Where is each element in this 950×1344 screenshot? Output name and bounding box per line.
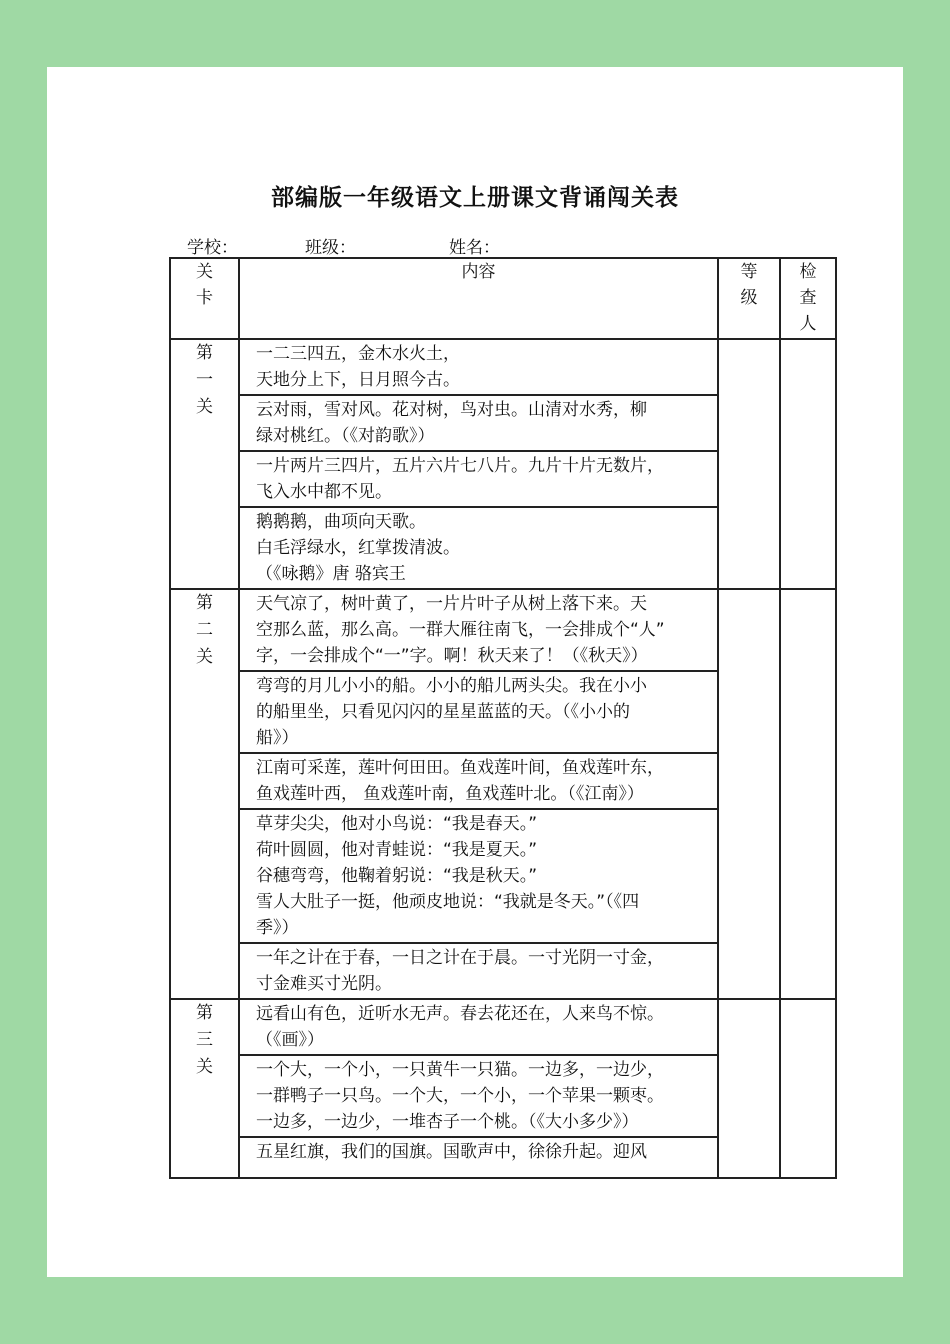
- grade-cell-3[interactable]: [718, 999, 780, 1178]
- recitation-text: 一片两片三四片，五片六片七八片。九片十片无数片， 飞入水中都不见。: [240, 452, 717, 508]
- stage-content-3: [239, 999, 718, 1178]
- name-label: 姓名：: [449, 238, 500, 258]
- recitation-text: 江南可采莲，莲叶何田田。鱼戏莲叶间，鱼戏莲叶东， 鱼戏莲叶西， 鱼戏莲叶南，鱼戏莲叶北。（《江南》）: [240, 754, 717, 810]
- stage-row-3: [170, 999, 836, 1178]
- class-label: 班级：: [305, 238, 356, 258]
- recitation-table: [169, 257, 837, 1179]
- header-content: 内容: [239, 258, 718, 339]
- header-grade: 等 级: [718, 258, 780, 339]
- recitation-text: 云对雨，雪对风。花对树，鸟对虫。山清对水秀，柳 绿对桃红。（《对韵歌》）: [240, 396, 717, 452]
- school-label: 学校：: [187, 238, 238, 258]
- recitation-text: 天气凉了，树叶黄了，一片片叶子从树上落下来。天 空那么蓝，那么高。一群大雁往南飞，一会排成个“人” 字，一会排成个“一”字。啊！秋天来了！（《秋天》）: [240, 590, 717, 672]
- recitation-text: 一个大，一个小，一只黄牛一只猫。一边多，一边少， 一群鸭子一只鸟。一个大，一个小，一个苹果一颗枣。 一边多，一边少，一堆杏子一个桃。（《大小多少》）: [240, 1056, 717, 1138]
- stage-label-2: 第 二 关: [170, 589, 239, 999]
- stage-row-2: [170, 589, 836, 999]
- stage-label-1: 第 一 关: [170, 339, 239, 589]
- recitation-text: 五星红旗，我们的国旗。国歌声中，徐徐升起。迎风: [256, 1142, 647, 1162]
- page-title: 部编版一年级语文上册课文背诵闯关表: [271, 185, 679, 211]
- stage-content-1: [239, 339, 718, 589]
- grade-cell-1[interactable]: [718, 339, 780, 589]
- header-stage: 关 卡: [170, 258, 239, 339]
- checker-cell-2[interactable]: [780, 589, 836, 999]
- checker-cell-3[interactable]: [780, 999, 836, 1178]
- recitation-text: 弯弯的月儿小小的船。小小的船儿两头尖。我在小小 的船里坐，只看见闪闪的星星蓝蓝的天。（《小小的 船》）: [240, 672, 717, 754]
- header-row: [170, 258, 836, 339]
- recitation-text: 草芽尖尖，他对小鸟说：“我是春天。” 荷叶圆圆，他对青蛙说：“我是夏天。” 谷穗弯弯，他鞠着躬说：“我是秋天。” 雪人大肚子一挺，他顽皮地说：“我就是冬天。”（《四 季》）: [240, 810, 717, 944]
- grade-cell-2[interactable]: [718, 589, 780, 999]
- stage-content-2: [239, 589, 718, 999]
- header-checker: 检 查 人: [780, 258, 836, 339]
- stage-row-1: [170, 339, 836, 589]
- recitation-text: 一年之计在于春，一日之计在于晨。一寸光阴一寸金， 寸金难买寸光阴。: [256, 948, 664, 994]
- recitation-text: 远看山有色，近听水无声。春去花还在，人来鸟不惊。 （《画》）: [240, 1000, 717, 1056]
- stage-label-3: 第 三 关: [170, 999, 239, 1178]
- recitation-text: 一二三四五，金木水火土， 天地分上下，日月照今古。: [240, 340, 717, 396]
- recitation-text: 鹅鹅鹅，曲项向天歌。 白毛浮绿水，红掌拨清波。 （《咏鹅》唐 骆宾王: [256, 512, 460, 584]
- worksheet-page: [47, 67, 903, 1277]
- checker-cell-1[interactable]: [780, 339, 836, 589]
